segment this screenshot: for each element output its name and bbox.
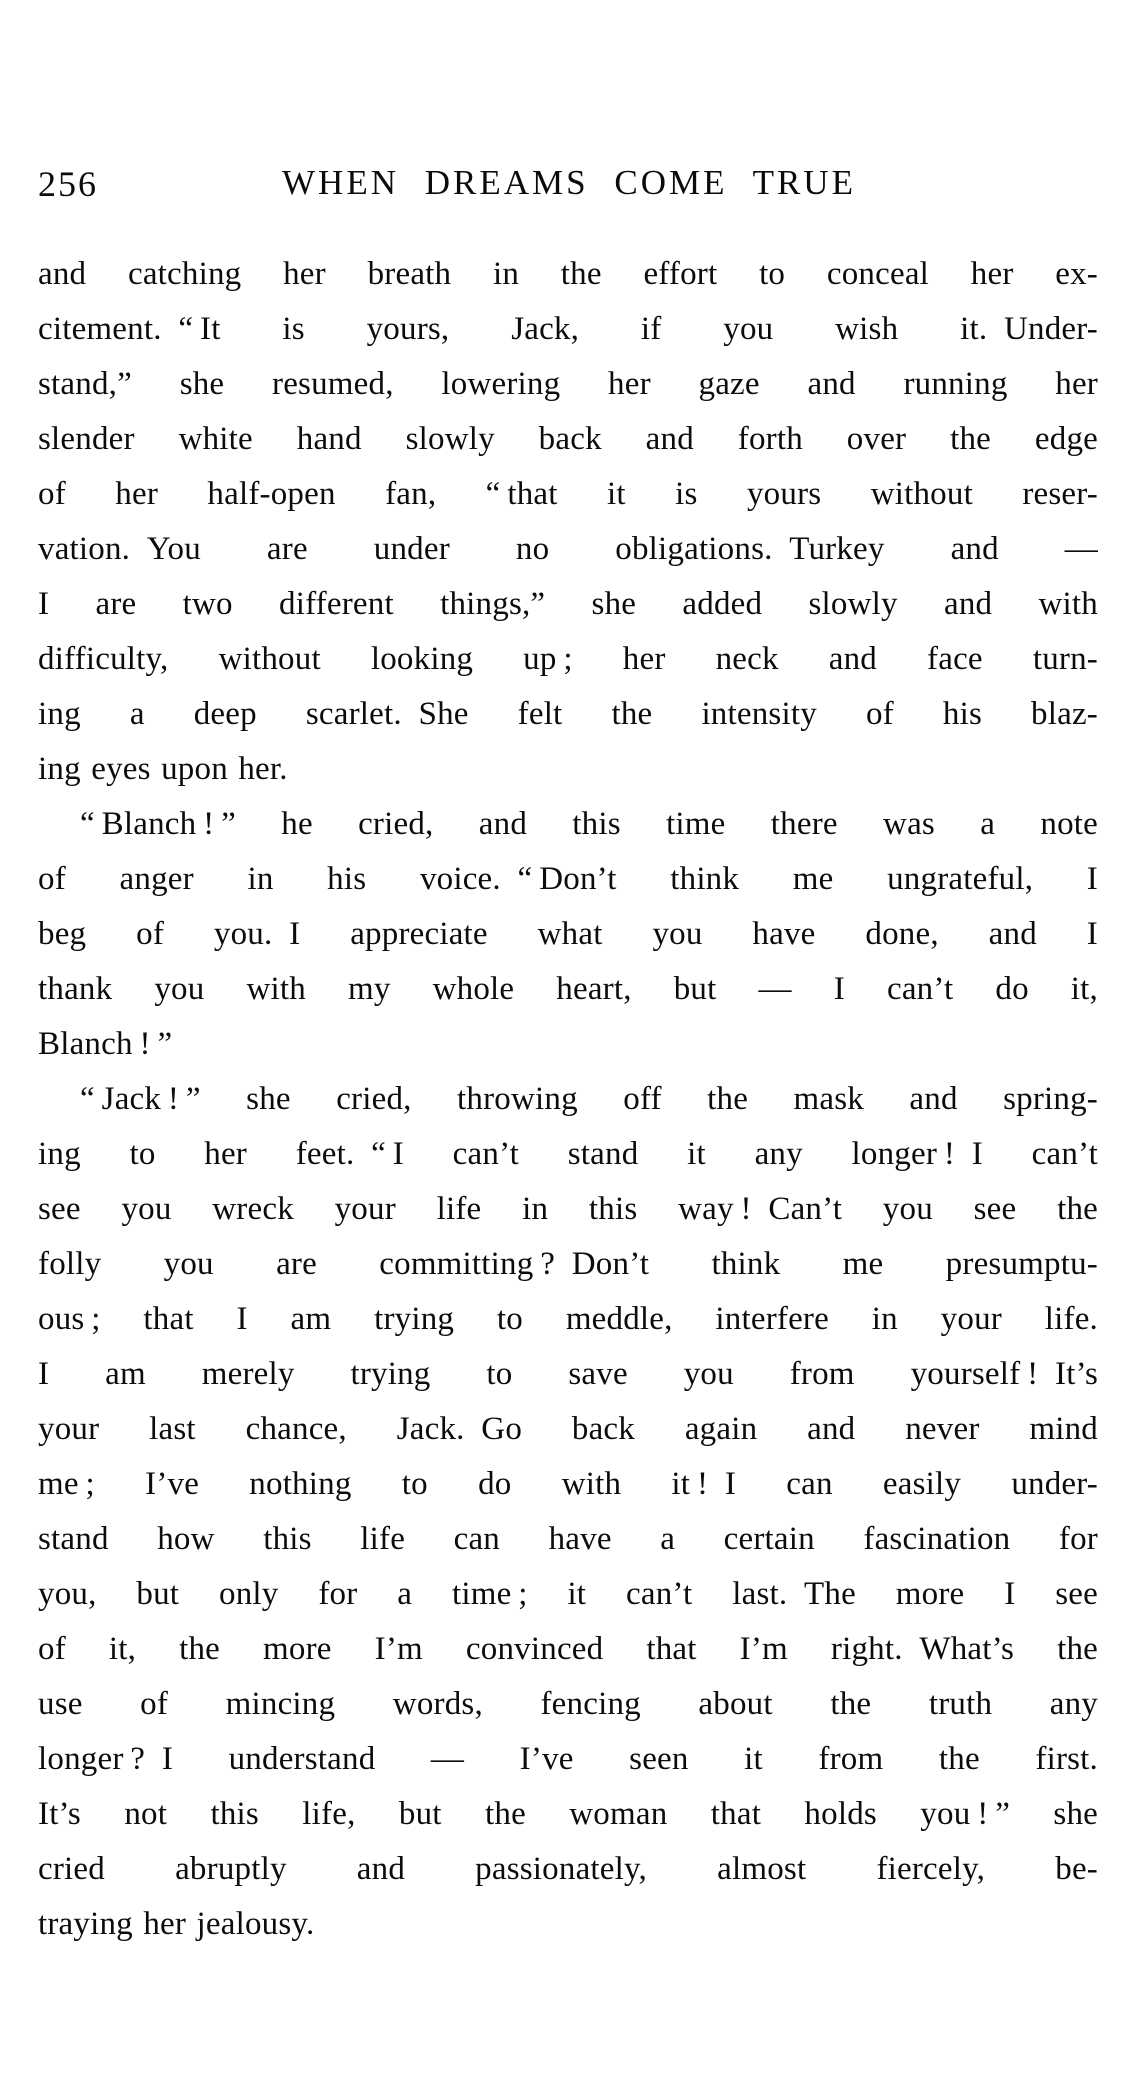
text-line: see you wreck your life in this way ! Can’t you see the [38,1191,1098,1227]
text-line: I am merely trying to save you from yourself ! It’s [38,1356,1098,1392]
text-line: “ Jack ! ” she cried, throwing off the mask and spring- [80,1081,1098,1117]
text-line: thank you with my whole heart, but — I can’t do it, [38,971,1098,1007]
text-line: cried abruptly and passionately, almost fiercely, be- [38,1851,1098,1887]
text-line: Blanch ! ” [38,1026,173,1062]
paragraph [38,247,1098,797]
text-line: stand how this life can have a certain fascination for [38,1521,1098,1557]
text-line: “ Blanch ! ” he cried, and this time there was a note [80,806,1098,842]
paragraph [38,797,1098,1072]
page-header [38,163,1100,209]
page-body [38,247,1098,1952]
running-title: WHEN DREAMS COME TRUE [282,163,856,202]
text-line: I are two different things,” she added slowly and with [38,586,1098,622]
text-line: slender white hand slowly back and forth over the edge [38,421,1098,457]
text-line: longer ? I understand — I’ve seen it from the first. [38,1741,1098,1777]
text-line: and catching her breath in the effort to conceal her ex- [38,256,1098,292]
text-line: you, but only for a time ; it can’t last. The more I see [38,1576,1098,1612]
text-line: me ; I’ve nothing to do with it ! I can easily under- [38,1466,1098,1502]
text-line: citement. “ It is yours, Jack, if you wish it. Under- [38,311,1098,347]
text-line: of her half-open fan, “ that it is yours without reser- [38,476,1098,512]
text-line: vation. You are under no obligations. Turkey and — [38,531,1098,567]
paragraph [38,1072,1098,1952]
text-line: folly you are committing ? Don’t think me presumptu- [38,1246,1098,1282]
text-line: It’s not this life, but the woman that holds you ! ” she [38,1796,1098,1832]
text-line: of anger in his voice. “ Don’t think me ungrateful, I [38,861,1098,897]
page-number: 256 [38,164,98,204]
text-line: use of mincing words, fencing about the truth any [38,1686,1098,1722]
text-line: ing eyes upon her. [38,751,288,787]
text-line: traying her jealousy. [38,1906,315,1942]
text-line: ous ; that I am trying to meddle, interfere in your life. [38,1301,1098,1337]
text-line: difficulty, without looking up ; her neck and face turn- [38,641,1098,677]
text-line: beg of you. I appreciate what you have done, and I [38,916,1098,952]
text-line: ing a deep scarlet. She felt the intensity of his blaz- [38,696,1098,732]
text-line: ing to her feet. “ I can’t stand it any longer ! I can’t [38,1136,1098,1172]
text-line: your last chance, Jack. Go back again and never mind [38,1411,1098,1447]
text-line: of it, the more I’m convinced that I’m right. What’s the [38,1631,1098,1667]
text-line: stand,” she resumed, lowering her gaze and running her [38,366,1098,402]
